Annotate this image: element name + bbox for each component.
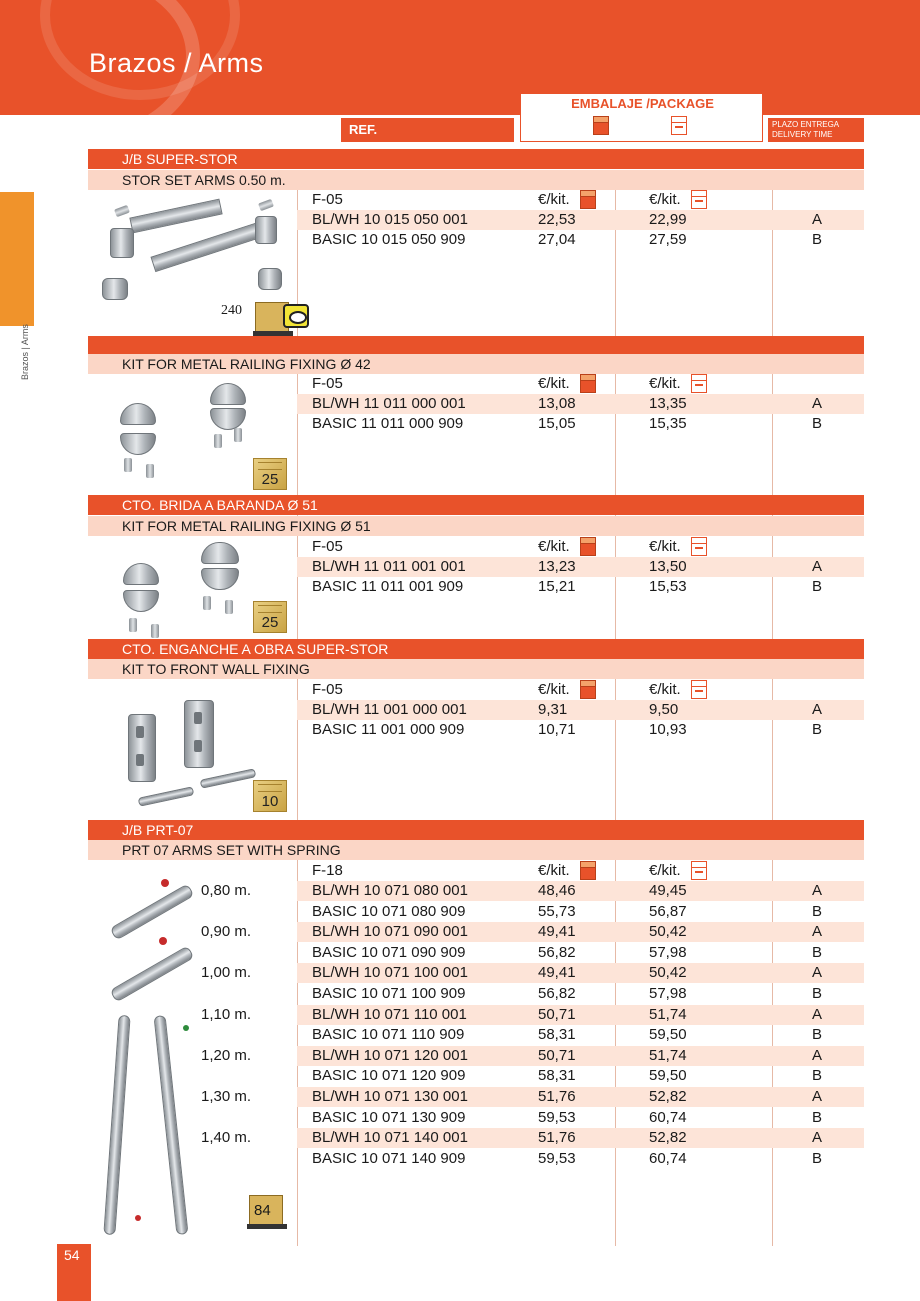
delivery-code: A	[812, 1046, 823, 1064]
table-header-row	[297, 190, 864, 210]
table-row	[297, 1066, 864, 1086]
series-code: F-05	[312, 538, 343, 555]
price-closed: 48,46	[538, 882, 576, 899]
quantity-label: 240	[221, 303, 242, 318]
price-closed: 59,53	[538, 1108, 576, 1126]
section-subtitle: KIT TO FRONT WALL FIXING	[88, 659, 864, 679]
section-subtitle: KIT FOR METAL RAILING FIXING Ø 51	[88, 516, 864, 536]
price-closed: 15,05	[538, 415, 576, 432]
ref-code: BASIC 11 011 000 909	[312, 415, 464, 432]
table-row	[297, 963, 864, 983]
ref-code: BL/WH 10 015 050 001	[312, 211, 468, 228]
section-title: CTO. BRIDA A BARANDA Ø 51	[88, 495, 864, 515]
price-closed: 15,21	[538, 578, 576, 595]
quantity-box-icon	[253, 458, 287, 490]
price-open: 56,87	[649, 902, 687, 920]
product-image-stor-arms	[100, 198, 295, 308]
price-closed: 51,76	[538, 1129, 576, 1147]
price-open: 9,50	[649, 701, 679, 718]
price-closed: 49,41	[538, 923, 576, 941]
section-subtitle: STOR SET ARMS 0.50 m.	[88, 170, 864, 190]
length-label: 1,40 m.	[201, 1129, 252, 1147]
price-label: €/kit.	[538, 538, 570, 555]
ref-code: BL/WH 10 071 120 001	[312, 1046, 468, 1064]
closed-box-icon	[578, 537, 598, 557]
product-image-prt-arms	[95, 875, 200, 1235]
delivery-code: B	[812, 985, 823, 1002]
price-closed: 50,71	[538, 1005, 576, 1023]
delivery-label-es: PLAZO ENTREGA	[772, 120, 840, 129]
ref-code: BL/WH 11 001 000 001	[312, 701, 467, 718]
price-open: 59,50	[649, 1026, 687, 1044]
table-row	[297, 1087, 864, 1107]
ref-code: BASIC 10 015 050 909	[312, 231, 466, 248]
price-open: 22,99	[649, 211, 687, 228]
price-open: 49,45	[649, 882, 687, 899]
delivery-code: B	[812, 578, 823, 595]
package-label: EMBALAJE /PACKAGE	[571, 96, 714, 111]
delivery-label-en: DELIVERY TIME	[772, 130, 833, 139]
table-row	[297, 943, 864, 963]
product-image-railing-clamp	[110, 378, 250, 478]
price-label: €/kit.	[649, 681, 681, 698]
price-label: €/kit.	[538, 375, 570, 392]
price-label: €/kit.	[649, 375, 681, 392]
page-title: Brazos / Arms	[89, 48, 264, 78]
length-label: 1,30 m.	[201, 1088, 252, 1105]
price-label: €/kit.	[649, 538, 681, 555]
table-row	[297, 984, 864, 1004]
price-open: 60,74	[649, 1149, 687, 1167]
ref-code: BASIC 11 001 000 909	[312, 721, 465, 738]
ref-code: BASIC 10 071 140 909	[312, 1149, 466, 1167]
length-label: 1,10 m.	[201, 1005, 252, 1023]
side-label: Brazos | Arms	[20, 324, 30, 380]
price-open: 52,82	[649, 1129, 687, 1147]
delivery-code: A	[812, 882, 823, 899]
table-row	[297, 1128, 864, 1148]
table-row	[297, 1149, 864, 1169]
price-closed: 27,04	[538, 231, 576, 248]
price-label: €/kit.	[538, 191, 570, 208]
length-label: 0,90 m.	[201, 923, 252, 941]
price-open: 57,98	[649, 943, 687, 961]
ref-code: BL/WH 10 071 130 001	[312, 1088, 468, 1105]
open-box-icon	[689, 374, 709, 394]
open-box-icon	[689, 190, 709, 210]
pallet-icon	[249, 1195, 283, 1225]
price-open: 13,50	[649, 558, 687, 575]
closed-box-icon	[578, 861, 598, 881]
closed-box-icon	[591, 116, 617, 140]
price-closed: 10,71	[538, 721, 576, 738]
section-title-bar	[88, 336, 864, 356]
delivery-code: A	[812, 964, 823, 982]
ref-code: BASIC 10 071 130 909	[312, 1108, 466, 1126]
table-row	[297, 1025, 864, 1045]
price-open: 15,53	[649, 578, 687, 595]
price-closed: 59,53	[538, 1149, 576, 1167]
section-subtitle: PRT 07 ARMS SET WITH SPRING	[88, 840, 864, 860]
delivery-code: B	[812, 1149, 823, 1167]
table-header-row	[297, 861, 864, 881]
ref-code: BASIC 10 071 100 909	[312, 985, 466, 1002]
price-open: 57,98	[649, 985, 687, 1002]
price-open: 60,74	[649, 1108, 687, 1126]
table-row	[297, 881, 864, 901]
quantity-box-icon	[253, 780, 287, 812]
price-closed: 55,73	[538, 902, 576, 920]
ref-code: BL/WH 11 011 001 001	[312, 558, 466, 575]
delivery-code: B	[812, 1026, 823, 1044]
price-open: 51,74	[649, 1005, 687, 1023]
closed-box-icon	[578, 374, 598, 394]
package-header	[520, 93, 763, 142]
price-closed: 58,31	[538, 1026, 576, 1044]
quantity-label: 25	[261, 614, 279, 631]
ref-code: BL/WH 10 071 090 001	[312, 923, 468, 941]
quantity-label: 84	[254, 1202, 271, 1219]
ref-header: REF.	[341, 118, 514, 142]
delivery-code: A	[812, 1088, 823, 1105]
delivery-time-header	[768, 118, 864, 142]
ref-code: BL/WH 10 071 100 001	[312, 964, 468, 982]
series-code: F-18	[312, 862, 343, 879]
delivery-code: B	[812, 943, 823, 961]
side-tab	[0, 192, 34, 326]
delivery-code: B	[812, 231, 823, 248]
delivery-code: A	[812, 923, 823, 941]
table-row	[297, 414, 864, 434]
series-code: F-05	[312, 375, 343, 392]
price-closed: 13,23	[538, 558, 576, 575]
section-title: CTO. ENGANCHE A OBRA SUPER-STOR	[88, 639, 864, 659]
product-image-wall-bracket	[118, 692, 268, 817]
table-row	[297, 922, 864, 942]
section-title: J/B PRT-07	[88, 820, 864, 840]
price-closed: 50,71	[538, 1046, 576, 1064]
series-code: F-05	[312, 191, 343, 208]
quantity-box-icon	[253, 601, 287, 633]
price-closed: 56,82	[538, 943, 576, 961]
price-open: 59,50	[649, 1067, 687, 1085]
table-row	[297, 577, 864, 597]
price-open: 10,93	[649, 721, 687, 738]
table-row	[297, 210, 864, 230]
ref-code: BL/WH 10 071 110 001	[312, 1005, 467, 1023]
price-closed: 56,82	[538, 985, 576, 1002]
price-open: 13,35	[649, 395, 687, 412]
delivery-code: A	[812, 1005, 823, 1023]
price-closed: 51,76	[538, 1088, 576, 1105]
table-header-row	[297, 537, 864, 557]
open-box-icon	[689, 861, 709, 881]
table-row	[297, 394, 864, 414]
ref-code: BASIC 10 071 080 909	[312, 902, 466, 920]
table-header-row	[297, 680, 864, 700]
closed-box-icon	[578, 680, 598, 700]
ref-code: BL/WH 10 071 080 001	[312, 882, 468, 899]
quantity-label: 25	[261, 471, 279, 488]
section-subtitle: KIT FOR METAL RAILING FIXING Ø 42	[88, 354, 864, 374]
delivery-code: A	[812, 211, 823, 228]
price-open: 27,59	[649, 231, 687, 248]
delivery-code: A	[812, 558, 823, 575]
price-label: €/kit.	[649, 862, 681, 879]
length-label: 1,20 m.	[201, 1046, 252, 1064]
open-box-icon	[689, 680, 709, 700]
ref-code: BASIC 10 071 120 909	[312, 1067, 466, 1085]
price-label: €/kit.	[649, 191, 681, 208]
price-closed: 49,41	[538, 964, 576, 982]
table-row	[297, 1046, 864, 1066]
ref-code: BASIC 10 071 110 909	[312, 1026, 465, 1044]
price-closed: 13,08	[538, 395, 576, 412]
table-row	[297, 700, 864, 720]
open-box-icon	[669, 116, 695, 140]
ref-code: BL/WH 10 071 140 001	[312, 1129, 468, 1147]
price-open: 51,74	[649, 1046, 687, 1064]
section-title: J/B SUPER-STOR	[88, 149, 864, 169]
table-row	[297, 902, 864, 922]
speech-bubble-icon	[283, 304, 309, 328]
table-row	[297, 720, 864, 740]
length-label: 1,00 m.	[201, 964, 252, 982]
delivery-code: A	[812, 395, 823, 412]
delivery-code: B	[812, 1067, 823, 1085]
table-row	[297, 557, 864, 577]
header-banner	[0, 0, 920, 115]
delivery-code: B	[812, 1108, 823, 1126]
table-row	[297, 1108, 864, 1128]
ref-code: BL/WH 11 011 000 001	[312, 395, 466, 412]
price-open: 50,42	[649, 964, 687, 982]
delivery-code: A	[812, 701, 823, 718]
price-label: €/kit.	[538, 681, 570, 698]
price-closed: 58,31	[538, 1067, 576, 1085]
delivery-code: B	[812, 902, 823, 920]
delivery-code: A	[812, 1129, 823, 1147]
table-row	[297, 230, 864, 250]
price-closed: 9,31	[538, 701, 568, 718]
page-number: 54	[57, 1244, 91, 1301]
quantity-label: 10	[261, 793, 279, 810]
price-closed: 22,53	[538, 211, 576, 228]
table-header-row	[297, 374, 864, 394]
delivery-code: B	[812, 721, 823, 738]
ref-code: BASIC 10 071 090 909	[312, 943, 466, 961]
length-label: 0,80 m.	[201, 882, 252, 899]
delivery-code: B	[812, 415, 823, 432]
price-open: 50,42	[649, 923, 687, 941]
series-code: F-05	[312, 681, 343, 698]
price-open: 15,35	[649, 415, 687, 432]
price-label: €/kit.	[538, 862, 570, 879]
table-row	[297, 1005, 864, 1025]
price-open: 52,82	[649, 1088, 687, 1105]
open-box-icon	[689, 537, 709, 557]
ref-code: BASIC 11 011 001 909	[312, 578, 464, 595]
closed-box-icon	[578, 190, 598, 210]
product-image-railing-clamp	[115, 538, 255, 638]
